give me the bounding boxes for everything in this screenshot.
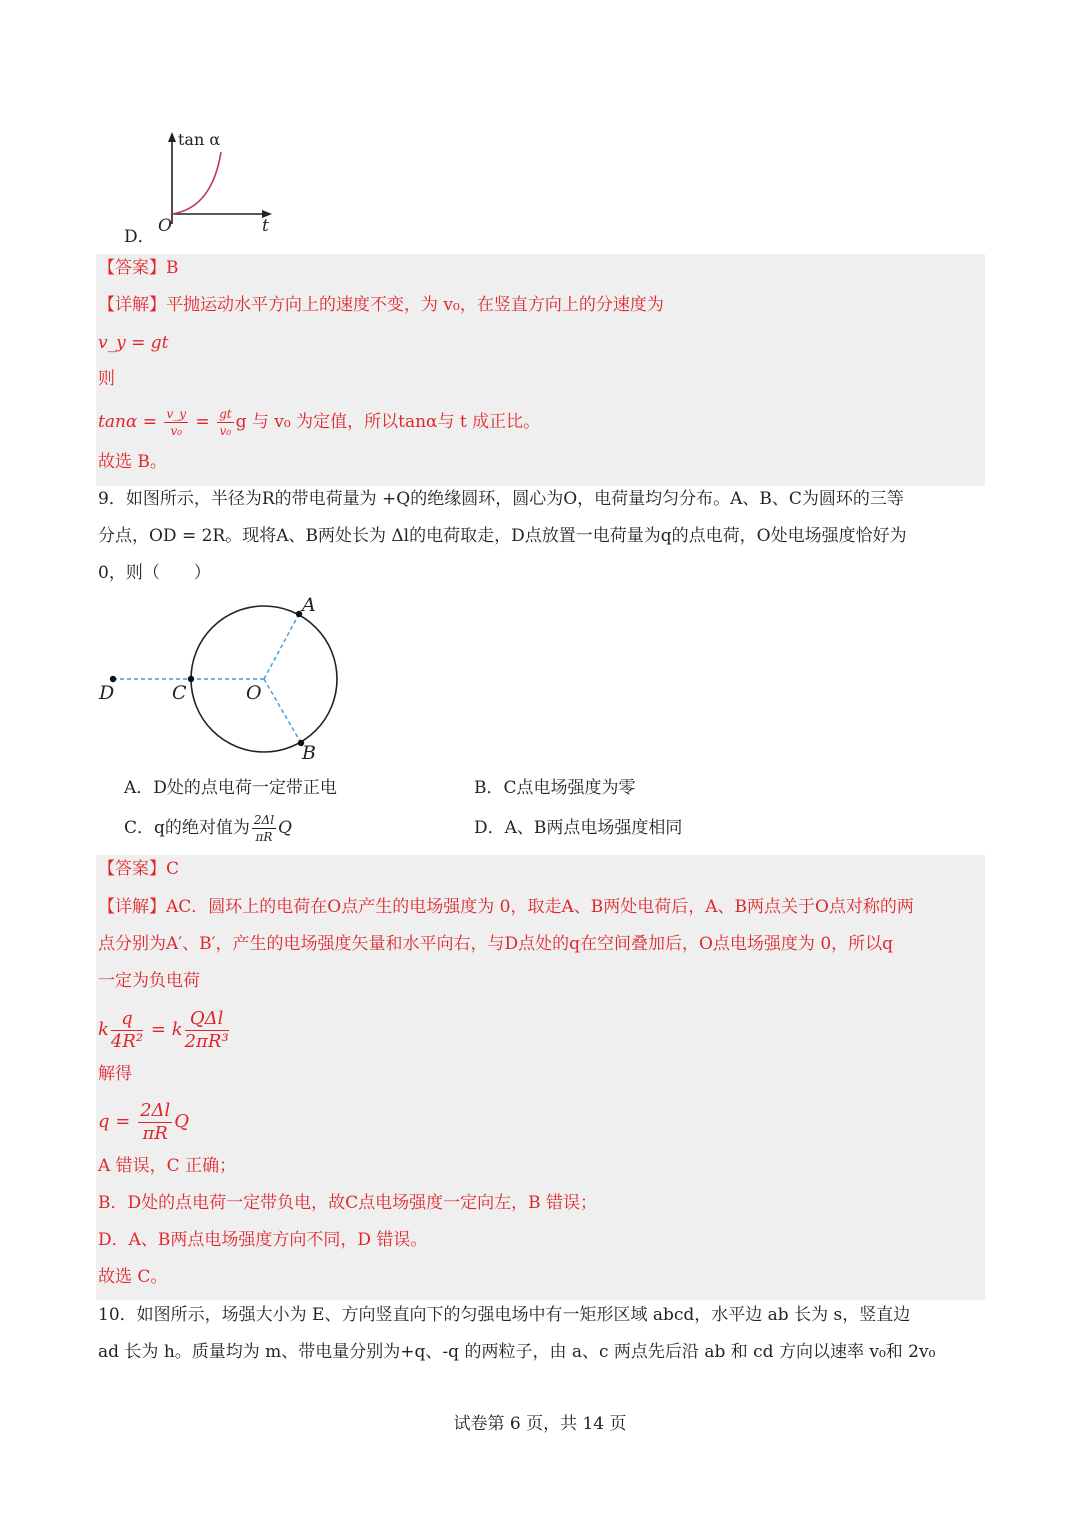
then-text: 则 (98, 369, 115, 389)
option-d-graph (120, 128, 290, 246)
fraction-numerator: 2Δl (140, 1099, 171, 1121)
result-line: A 错误，C 正确； (98, 1156, 237, 1176)
fraction-denominator: v₀ (170, 424, 183, 438)
answer-value: C (166, 859, 180, 879)
answer-tag: 【答案】 (98, 258, 166, 278)
answer-value: B (166, 258, 179, 278)
detail-text: 平抛运动水平方向上的速度不变，为 v₀，在竖直方向上的分速度为 (166, 295, 664, 315)
q8-detail-line (98, 292, 664, 318)
fraction (217, 408, 234, 437)
fraction-numerator: gt (219, 407, 232, 421)
detail-text: 一定为负电荷 (98, 971, 200, 991)
option-b: B．C点电场强度为零 (474, 778, 636, 798)
tan-curve (172, 152, 221, 214)
y-axis-arrow (168, 132, 176, 142)
option-c-suffix: Q (278, 818, 292, 838)
q9-conclusion: 故选 C。 (98, 1267, 168, 1287)
fraction (110, 1007, 144, 1052)
fraction-denominator: 2πR³ (184, 1030, 229, 1052)
eq-tan-suffix: g 与 v₀ 为定值，所以tanα与 t 成正比。 (235, 412, 541, 432)
q9-answer-line (98, 856, 179, 882)
detail-text: 点分别为A′、B′，产生的电场强度矢量和水平向右，与D点处的q在空间叠加后，O点电场强度为 0，所以q (98, 934, 894, 954)
eq-tan (98, 400, 540, 444)
q10-stem-line: 10．如图所示，场强大小为 E、方向竖直向下的匀强电场中有一矩形区域 abcd，水平边 ab 长为 s，竖直边 (98, 1305, 911, 1325)
option-a: A．D处的点电荷一定带正电 (124, 778, 337, 798)
fraction-numerator: q (111, 1010, 143, 1031)
eq-tan-prefix: tanα = (98, 412, 158, 432)
fraction-denominator: πR (142, 1122, 168, 1144)
y-axis-label: tan α (178, 130, 221, 149)
detail-text: AC．圆环上的电荷在O点产生的电场强度为 0，取走A、B两处电荷后，A、B两点关于O点对称的两 (166, 897, 914, 917)
result-line: D．A、B两点电场强度方向不同，D 错误。 (98, 1230, 428, 1250)
ob-dashed-line (264, 679, 301, 743)
label-b: B (302, 742, 316, 764)
result-line: B．D处的点电荷一定带负电，故C点电场强度一定向左，B 错误； (98, 1193, 598, 1213)
ring-diagram (96, 592, 356, 770)
fraction (252, 814, 276, 843)
q8-conclusion: 故选 B。 (98, 452, 167, 472)
fraction-denominator: πR (255, 830, 273, 844)
q10-stem-line: ad 长为 h。质量均为 m、带电量分别为+q、-q 的两粒子，由 a、c 两点先后沿 ab 和 cd 方向以速率 v₀和 2v₀ (98, 1342, 936, 1362)
solve-text: 解得 (98, 1064, 132, 1084)
page-footer: 试卷第 6 页，共 14 页 (453, 1414, 627, 1434)
point-c (188, 676, 194, 682)
fraction-numerator: QΔl (185, 1010, 229, 1031)
fraction-numerator: v_y (166, 407, 187, 421)
fraction-numerator: 2Δl (253, 813, 275, 827)
q9-detail-line (98, 894, 914, 920)
label-a: A (302, 594, 316, 616)
q9-stem-line: 9．如图所示，半径为R的带电荷量为 +Q的绝缘圆环，圆心为O，电荷量均匀分布。A、B、C为圆环的三等 (98, 489, 904, 509)
equals-sign: = (195, 412, 210, 432)
eq-equals-k: = k (150, 1019, 183, 1040)
eq-k: k (98, 1019, 109, 1040)
fraction-denominator: 4R² (110, 1030, 144, 1052)
option-c (124, 808, 292, 848)
option-d: D．A、B两点电场强度相同 (474, 818, 683, 838)
fraction (184, 1007, 229, 1052)
label-d: D (99, 682, 115, 704)
oa-dashed-line (264, 614, 299, 679)
answer-tag: 【答案】 (98, 859, 166, 879)
q8-answer-box (96, 254, 985, 486)
eq-vy: v_y = gt (98, 333, 169, 353)
q9-stem-line: 分点，OD = 2R。现将A、B两处长为 Δl的电荷取走，D点放置一电荷量为q的点电荷，O处电场强度恰好为 (98, 526, 907, 546)
fraction (164, 408, 188, 437)
detail-tag: 【详解】 (98, 295, 166, 315)
origin-label: O (158, 216, 172, 236)
fraction (138, 1099, 172, 1144)
eq-q-rhs: Q (174, 1111, 190, 1132)
eq-coulomb (98, 1004, 231, 1056)
q8-answer-line (98, 255, 179, 281)
q9-stem-line: 0，则（ ） (98, 563, 211, 583)
label-c: C (172, 682, 187, 704)
fraction-denominator: v₀ (219, 424, 232, 438)
eq-q (98, 1096, 189, 1148)
detail-tag: 【详解】 (98, 897, 166, 917)
x-axis-label: t (262, 216, 269, 236)
option-c-prefix: C．q的绝对值为 (124, 818, 250, 838)
label-o: O (246, 682, 262, 704)
ring-figure (96, 592, 356, 770)
eq-q-lhs: q = (98, 1111, 131, 1132)
option-d-label: D． (124, 227, 155, 247)
